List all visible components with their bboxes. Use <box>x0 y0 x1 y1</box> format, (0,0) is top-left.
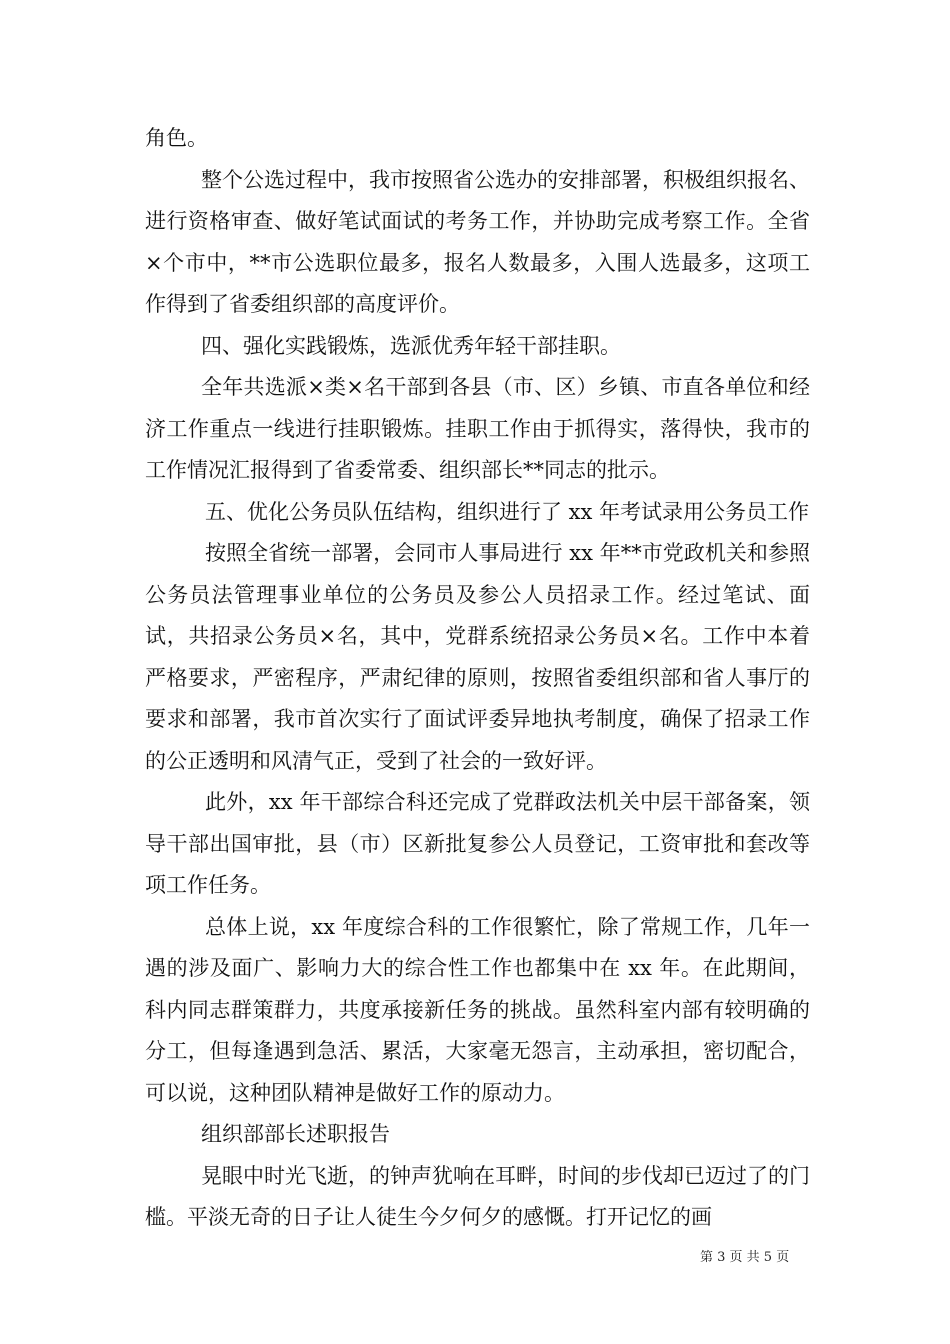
page-number-footer: 第 3 页 共 5 页 <box>700 1250 790 1265</box>
paragraph-secondment: 全年共选派×类×名干部到各县（市、区）乡镇、市直各单位和经济工作重点一线进行挂职锻炼。挂职工作由于抓得实，落得快，我市的工作情况汇报得到了省委常委、组织部长**同志的批示。 <box>145 375 810 482</box>
section-heading-5: 五、优化公务员队伍结构，组织进行了 xx 年考试录用公务员工作 <box>205 499 810 524</box>
paragraph-selection-process: 整个公选过程中，我市按照省公选办的安排部署，积极组织报名、进行资格审查、做好笔试面试的考务工作，并协助完成考察工作。全省×个市中，**市公选职位最多，报名人数最多，入围人选最多，这项工作得到了省委组织部的高度评价。 <box>145 167 810 316</box>
paragraph-civil-service-recruitment: 按照全省统一部署，会同市人事局进行 xx 年**市党政机关和参照公务员法管理事业单位的公务员及参公人员招录工作。经过笔试、面试，共招录公务员×名，其中，党群系统招录公务员×名。工作中本着严格要求，严密程序，严肃纪律的原则，按照省委组织部和省人事厅的要求和部署，我市首次实行了面试评委异地执考制度，确保了招录工作的公正透明和风清气正，受到了社会的一致好评。 <box>145 541 810 773</box>
paragraph-continuation: 角色。 <box>145 126 208 150</box>
report-title: 组织部部长述职报告 <box>201 1122 390 1146</box>
paragraph-report-intro: 晃眼中时光飞逝，的钟声犹响在耳畔，时间的步伐却已迈过了的门槛。平淡无奇的日子让人徒生今夕何夕的感慨。打开记忆的画 <box>145 1163 810 1229</box>
document-body <box>145 118 810 1239</box>
section-heading-4: 四、强化实践锻炼，选派优秀年轻干部挂职。 <box>201 333 621 358</box>
paragraph-other-tasks: 此外，xx 年干部综合科还完成了党群政法机关中层干部备案，领导干部出国审批，县（市）区新批复参公人员登记，工资审批和套改等项工作任务。 <box>145 790 810 897</box>
paragraph-summary: 总体上说，xx 年度综合科的工作很繁忙，除了常规工作，几年一遇的涉及面广、影响力大的综合性工作也都集中在 xx 年。在此期间，科内同志群策群力，共度承接新任务的挑战。虽然科室内部有较明确的分工，但每逢遇到急活、累活，大家毫无怨言，主动承担，密切配合，可以说，这种团队精神是做好工作的原动力。 <box>145 914 810 1105</box>
